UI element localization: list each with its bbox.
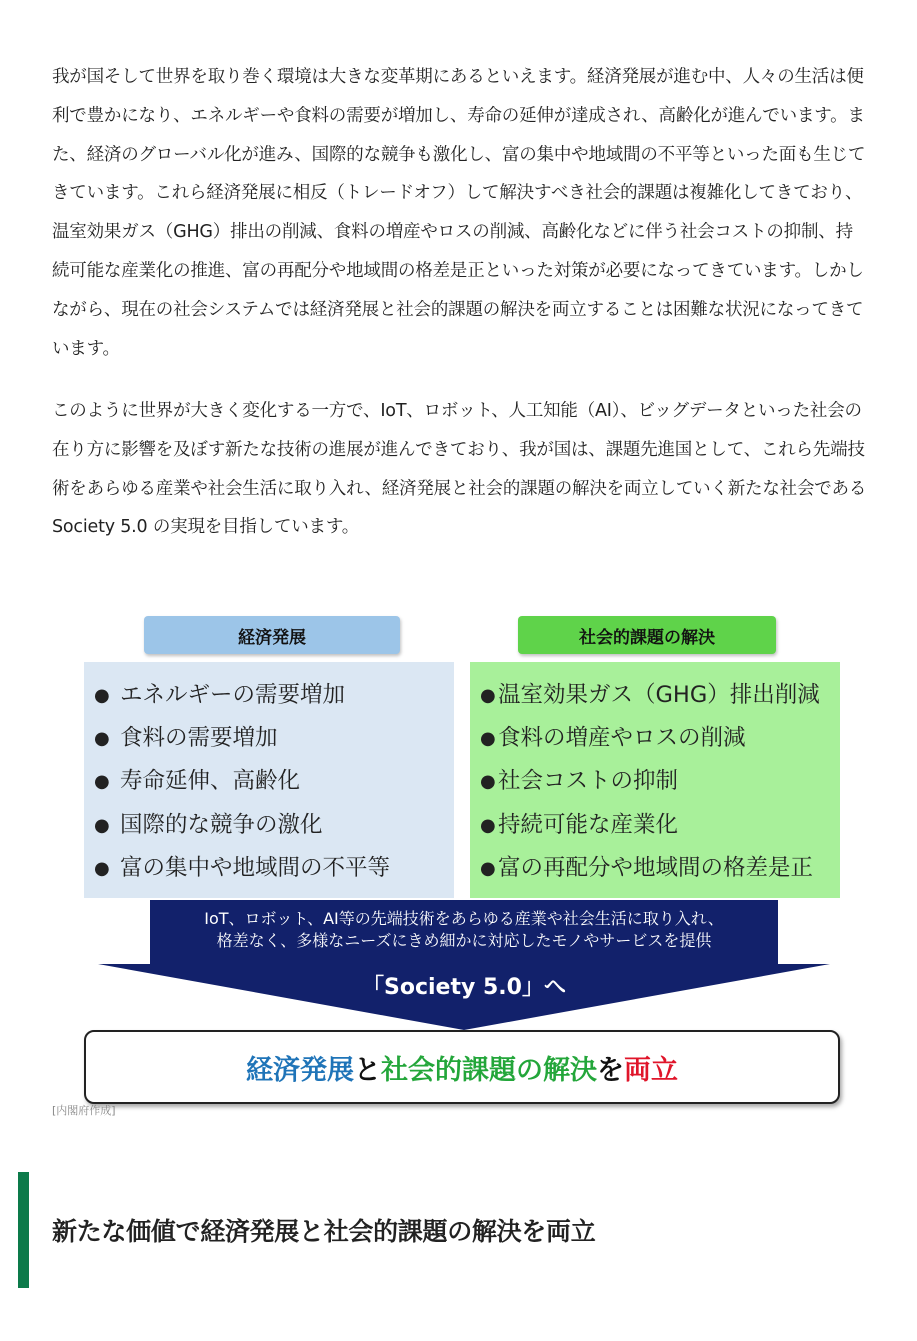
list-item: ● 社会コストの抑制	[470, 760, 840, 803]
section-title: 新たな価値で経済発展と社会的課題の解決を両立	[52, 1217, 596, 1246]
list-item: ● 寿命延伸、高齢化	[84, 760, 454, 803]
list-item: ● 富の再配分や地域間の格差是正	[470, 847, 840, 890]
society5-figure	[52, 610, 844, 1130]
arrow-description-line-1: IoT、ロボット、AI等の先端技術をあらゆる産業や社会生活に取り入れ、	[204, 909, 724, 928]
intro-paragraph-1: 我が国そして世界を取り巻く環境は大きな変革期にあるといえます。経済発展が進む中、人々の生活は便利で豊かになり、エネルギーや食料の需要が増加し、寿命の延伸が達成され、高齢化が進んでいます。また、経済のグローバル化が進み、国際的な競争も激化し、富の集中や地域間の不平等といった面も生じてきています。これら経済発展に相反（トレードオフ）して解決すべき社会的課題は複雑化してきており、温室効果ガス（GHG）排出の削減、食料の増産やロスの削減、高齢化などに伴う社会コストの抑制、持続可能な産業化の推進、富の再配分や地域間の格差是正といった対策が必要になってきています。しかしながら、現在の社会システムでは経済発展と社会的課題の解決を両立することは困難な状況になってきています。	[52, 67, 866, 359]
list-item: ● 国際的な競争の激化	[84, 804, 454, 847]
section-heading	[18, 1172, 878, 1288]
section-accent-bar	[18, 1172, 29, 1288]
bullet-icon: ●	[480, 685, 496, 706]
social-issues-box	[470, 662, 840, 898]
list-item: ● 食料の需要増加	[84, 717, 454, 760]
bullet-icon: ●	[94, 814, 110, 836]
result-economic: 経済発展	[246, 1054, 354, 1086]
bullet-icon: ●	[94, 685, 110, 706]
bullet-icon: ●	[94, 857, 110, 879]
bullet-icon: ●	[480, 814, 496, 836]
list-item: ● 食料の増産やロスの削減	[470, 717, 840, 760]
intro-paragraph-2: このように世界が大きく変化する一方で、IoT、ロボット、人工知能（AI）、ビッグデータといった社会の在り方に影響を及ぼす新たな技術の進展が進んできており、我が国は、課題先進国として、これら先端技術をあらゆる産業や社会生活に取り入れ、経済発展と社会的課題の解決を両立していく新たな社会である Society 5.0 の実現を目指しています。	[52, 401, 867, 538]
result-to: と	[354, 1054, 381, 1086]
result-wo: を	[597, 1054, 624, 1086]
arrow-description-line-2: 格差なく、多様なニーズにきめ細かに対応したモノやサービスを提供	[216, 931, 712, 950]
economic-development-box	[84, 662, 454, 898]
social-issues-header: 社会的課題の解決	[518, 616, 776, 654]
list-item: ● 温室効果ガス（GHG）排出削減	[470, 674, 840, 717]
bullet-icon: ●	[94, 728, 110, 750]
figure-credit: [内閣府作成]	[52, 1104, 116, 1117]
economic-development-header: 経済発展	[144, 616, 400, 654]
result-social: 社会的課題の解決	[381, 1054, 597, 1086]
list-item: ● エネルギーの需要増加	[84, 674, 454, 717]
result-balance: 両立	[624, 1054, 678, 1086]
result-box	[84, 1030, 840, 1104]
bullet-icon: ●	[480, 857, 496, 879]
society5-label: 「Society 5.0」へ	[362, 975, 566, 1000]
bullet-icon: ●	[480, 771, 496, 793]
bullet-icon: ●	[480, 728, 496, 750]
list-item: ● 富の集中や地域間の不平等	[84, 847, 454, 890]
list-item: ● 持続可能な産業化	[470, 804, 840, 847]
bullet-icon: ●	[94, 771, 110, 793]
